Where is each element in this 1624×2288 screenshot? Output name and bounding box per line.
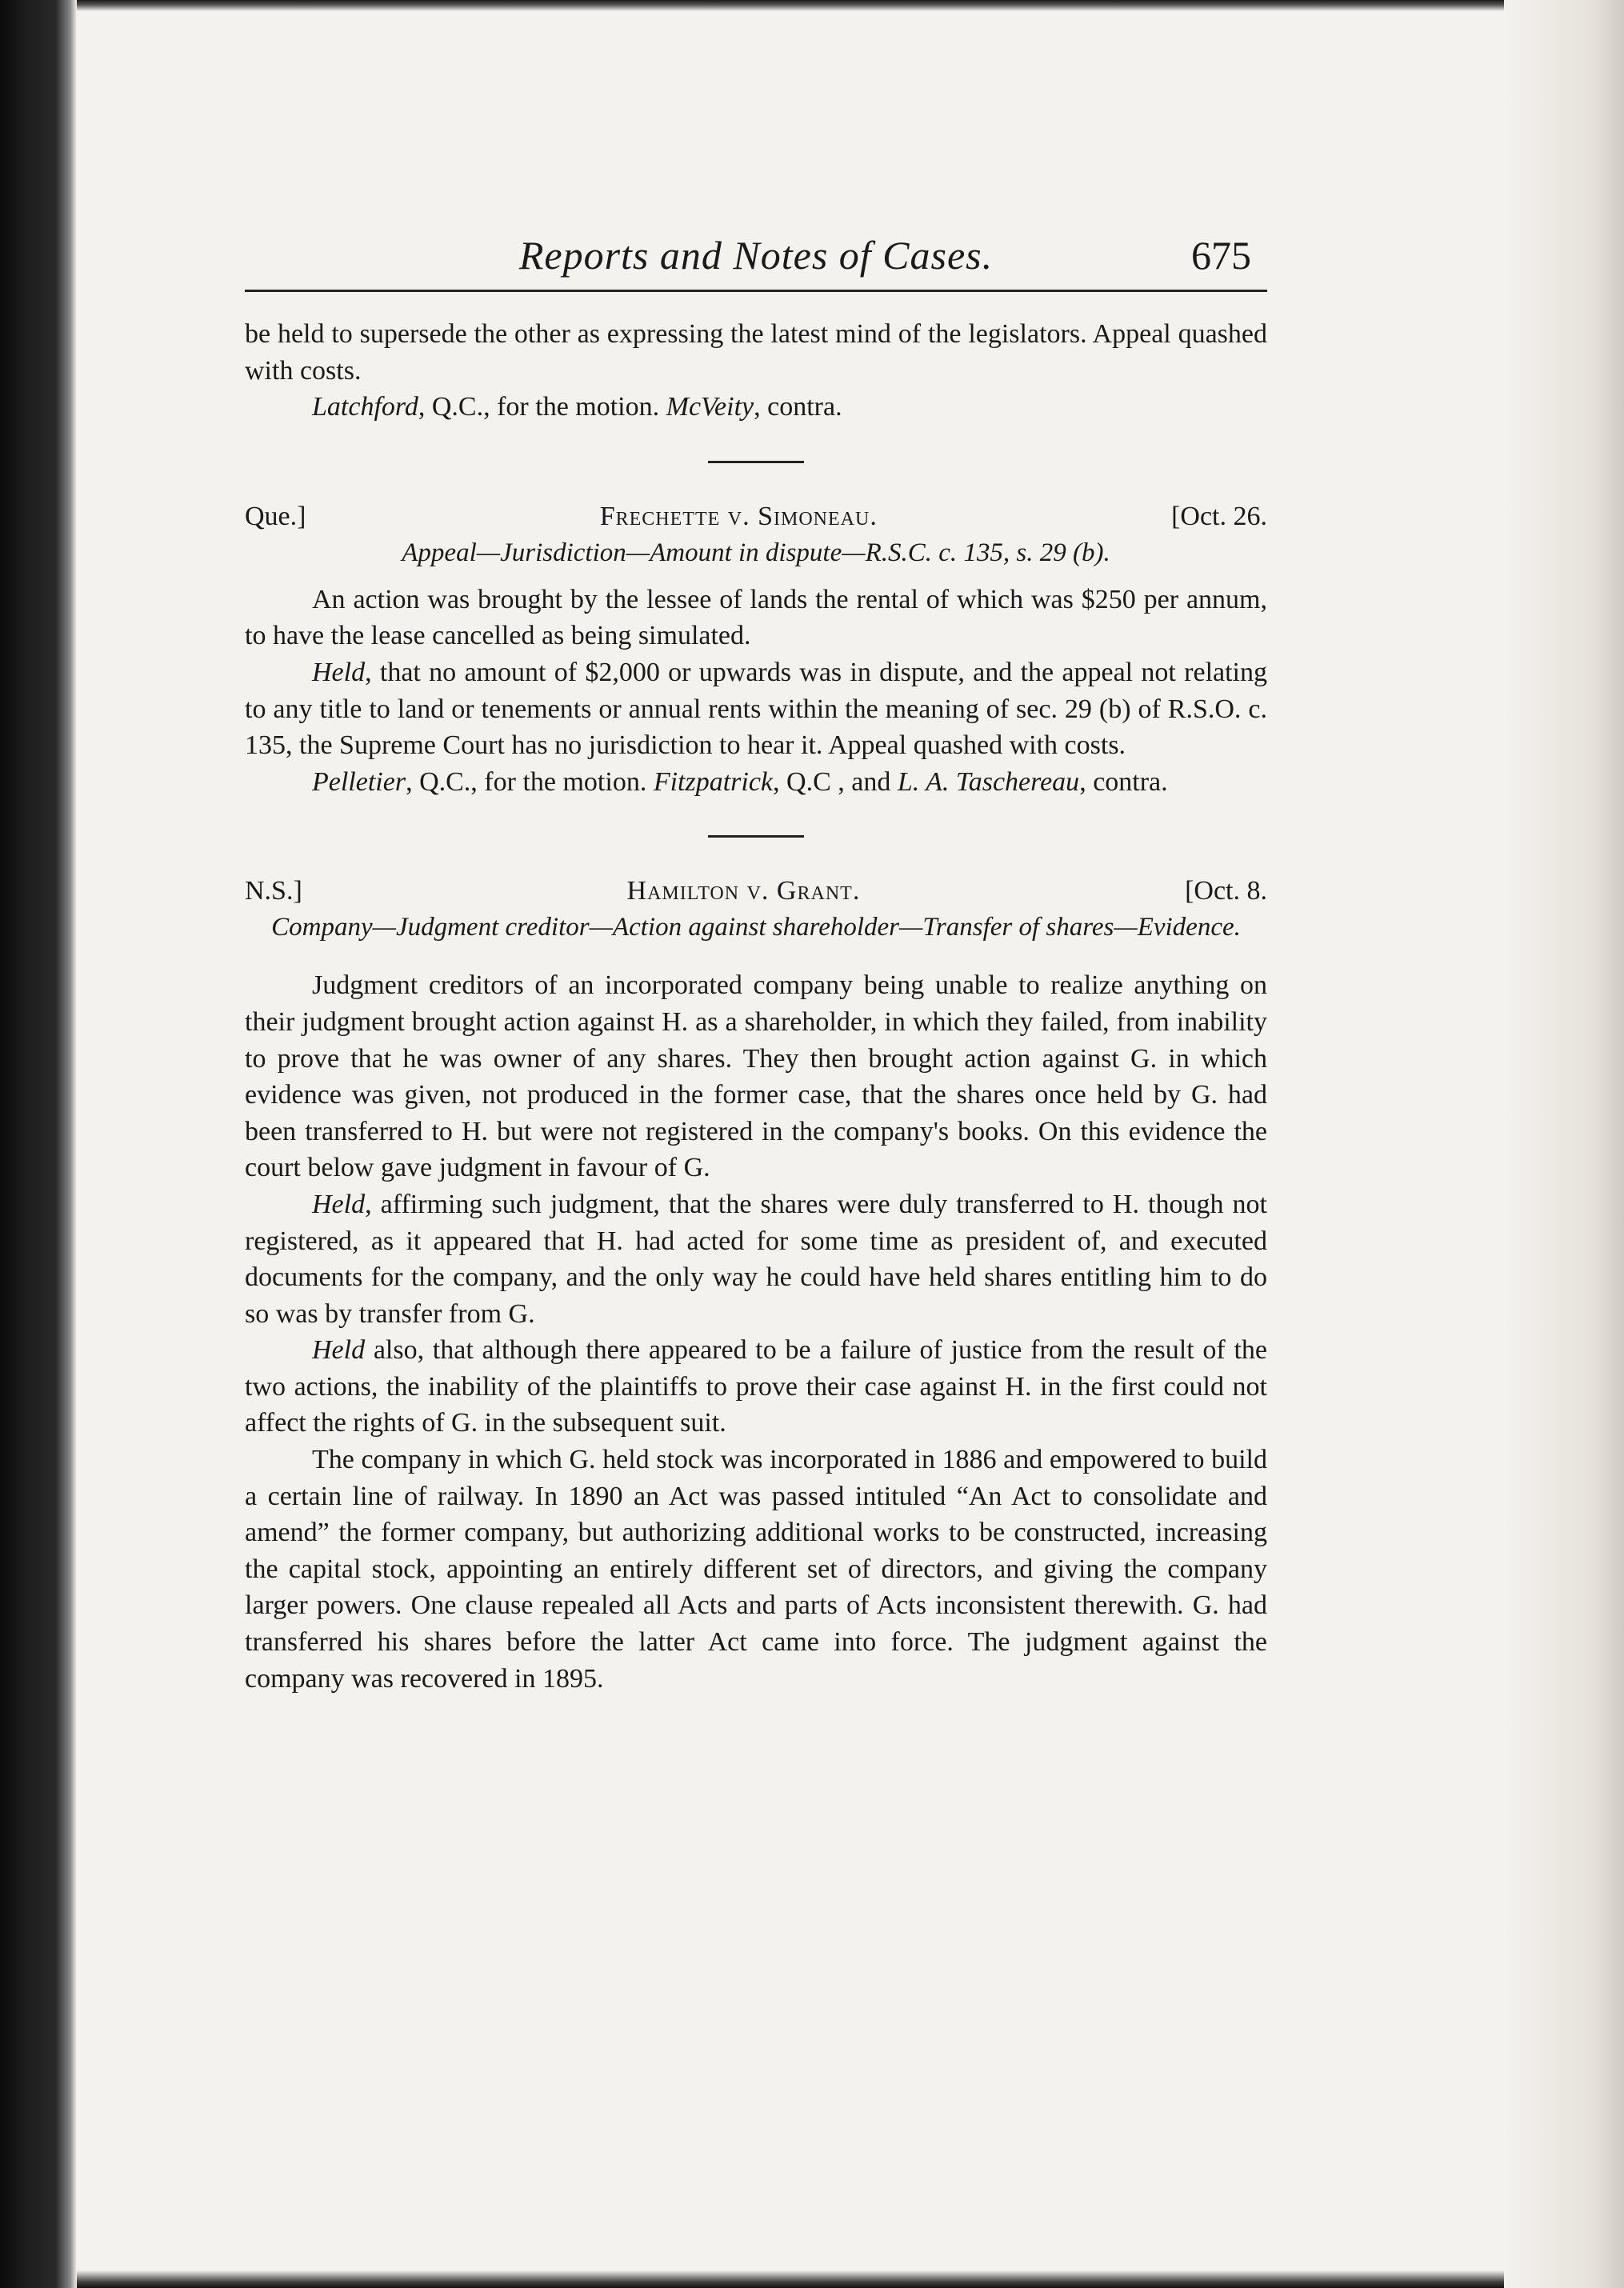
section-divider xyxy=(708,835,804,838)
case-counsel: Pelletier, Q.C., for the motion. Fitzpatrick, Q.C , and L. A. Taschereau, contra. xyxy=(312,766,1168,797)
scan-edge-top xyxy=(77,0,1624,11)
case-title-line xyxy=(245,873,1267,910)
counsel-movant: Latchford xyxy=(312,392,418,422)
case-headnote: Company—Judgment creditor—Action against shareholder—Transfer of shares—Evidence. xyxy=(271,913,1241,942)
prev-case-counsel: Latchford, Q.C., for the motion. McVeity, contra. xyxy=(312,392,842,422)
section-divider xyxy=(708,461,804,463)
case-headnote: Appeal—Jurisdiction—Amount in dispute—R.S.C. c. 135, s. 29 (b). xyxy=(402,538,1110,567)
scan-edge-left xyxy=(0,0,77,2288)
case-date: [Oct. 8. xyxy=(1185,876,1267,906)
page-header xyxy=(245,224,1267,292)
document-page xyxy=(245,224,1267,1697)
held-label: Held xyxy=(312,657,366,687)
counsel-contra: McVeity xyxy=(666,392,754,422)
case-paragraph: The company in which G. held stock was incorporated in 1886 and empowered to build a certain line of railway. In 1890 an Act was passed intituled “An Act to consolidate and amend” the former company, but authorizing additional works to be constructed, increasing the capital stock, appointing an entirely different set of directors, and giving the company larger powers. One clause repealed all Acts and parts of Acts inconsistent therewith. G. had transferred his shares before the latter Act came into force. The judgment against the company was recovered in 1895. xyxy=(245,1445,1267,1694)
scan-edge-right xyxy=(1504,0,1624,2288)
prev-case-paragraph: be held to supersede the other as expressing the latest mind of the legislators. Appeal quashed with costs. xyxy=(245,319,1267,386)
case-name: Hamilton v. Grant. xyxy=(626,876,861,906)
running-title: Reports and Notes of Cases. xyxy=(518,233,994,278)
case-paragraph: An action was brought by the lessee of lands the rental of which was $250 per annum, to have the lease cancelled as being simulated. xyxy=(245,584,1267,651)
case-holding: Held, affirming such judgment, that the shares were duly transferred to H. though not registered, as it appeared that H. had acted for some time as president of, and executed documents for the company, and the only way he could have held shares entitling him to do so was by transfer from G. xyxy=(245,1189,1267,1329)
case-holding: Held also, that although there appeared to be a failure of justice from the result of the two actions, the inability of the plaintiffs to prove their case against H. in the first could not affect the rights of G. in the subsequent suit. xyxy=(245,1335,1267,1438)
case-title-line xyxy=(245,498,1267,535)
case-holding: Held, that no amount of $2,000 or upwards was in dispute, and the appeal not relating to any title to land or tenements or annual rents within the meaning of sec. 29 (b) of R.S.O. c. 135, the Supreme Court has no jurisdiction to hear it. Appeal quashed with costs. xyxy=(245,657,1267,761)
case-court: N.S.] xyxy=(245,876,302,906)
case-paragraph: Judgment creditors of an incorporated company being unable to realize anything on their judgment brought action against H. as a shareholder, in which they failed, from inability to prove that he was owner of any shares. They then brought action against G. in which evidence was given, not produced in the former case, that the shares once held by G. had been transferred to H. but were not registered in the company's books. On this evidence the court below gave judgment in favour of G. xyxy=(245,970,1267,1183)
page-number: 675 xyxy=(1191,233,1251,278)
case-name: Frechette v. Simoneau. xyxy=(599,501,878,531)
case-court: Que.] xyxy=(245,501,306,531)
scan-edge-bottom xyxy=(77,2270,1624,2288)
case-date: [Oct. 26. xyxy=(1171,501,1267,531)
